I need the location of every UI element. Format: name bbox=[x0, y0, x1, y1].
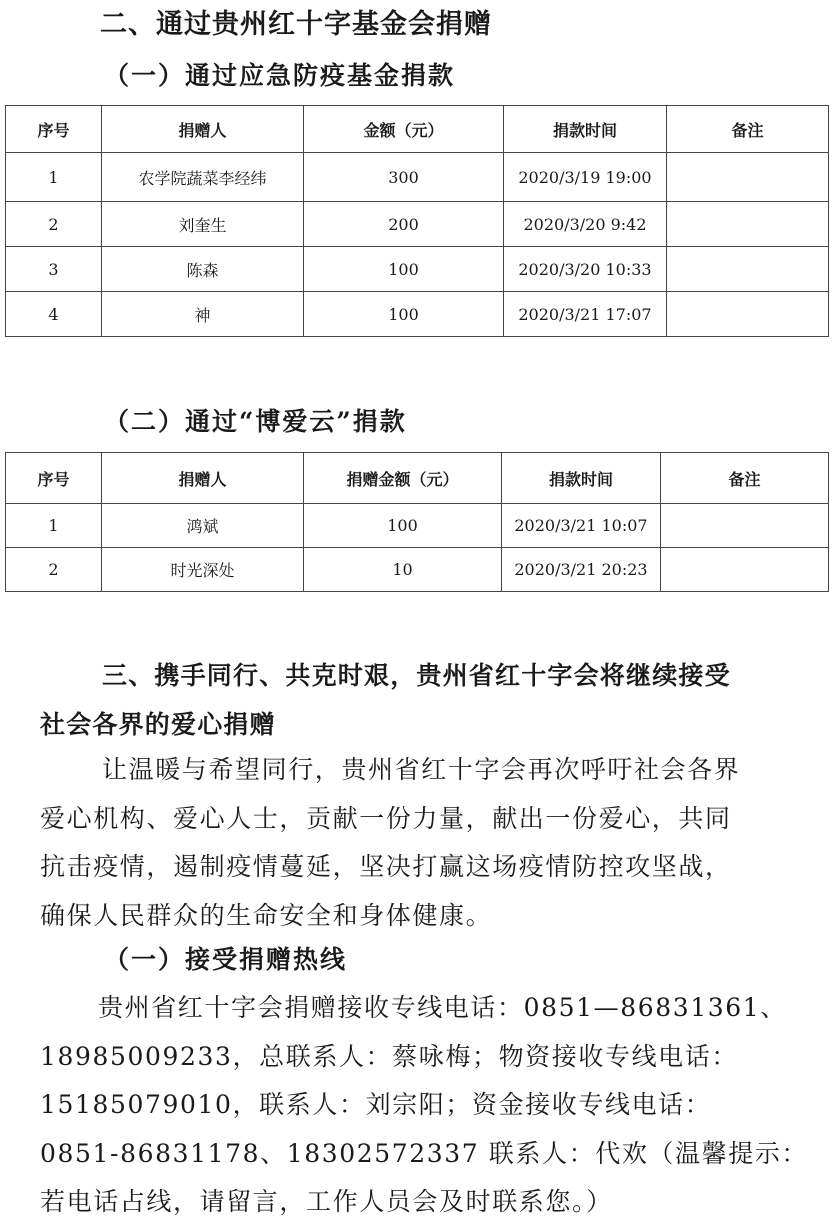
cell-serial: 1 bbox=[6, 504, 102, 548]
hotline-paragraph-line: 贵州省红十字会捐赠接收专线电话：0851—86831361、 bbox=[98, 993, 787, 1022]
cell-amount: 100 bbox=[304, 247, 504, 292]
cell-donor: 鸿斌 bbox=[102, 504, 304, 548]
hotline-paragraph-line: 0851-86831178、18302572337 联系人：代欢（温馨提示： bbox=[40, 1138, 809, 1168]
cell-donor: 刘奎生 bbox=[102, 202, 304, 247]
cell-amount: 100 bbox=[304, 292, 504, 337]
table-row bbox=[6, 292, 829, 337]
cell-serial: 2 bbox=[6, 548, 102, 592]
hotline-subsection-title: （一）接受捐赠热线 bbox=[104, 945, 348, 974]
header-donation-time: 捐款时间 bbox=[502, 453, 661, 504]
cell-donor: 农学院蔬菜李经纬 bbox=[102, 153, 304, 202]
header-serial: 序号 bbox=[6, 106, 102, 153]
header-remarks: 备注 bbox=[661, 453, 829, 504]
cell-donor: 神 bbox=[102, 292, 304, 337]
cell-donor: 时光深处 bbox=[102, 548, 304, 592]
cell-serial: 1 bbox=[6, 153, 102, 202]
emergency-fund-donation-table bbox=[5, 105, 829, 337]
appeal-paragraph-line: 让温暖与希望同行，贵州省红十字会再次呼吁社会各界 bbox=[102, 755, 741, 784]
cell-serial: 4 bbox=[6, 292, 102, 337]
cell-amount: 100 bbox=[304, 504, 502, 548]
header-donor: 捐赠人 bbox=[102, 453, 304, 504]
cell-time: 2020/3/21 10:07 bbox=[502, 504, 661, 548]
appeal-paragraph bbox=[40, 746, 795, 940]
cell-remarks bbox=[667, 153, 829, 202]
cell-time: 2020/3/20 10:33 bbox=[504, 247, 667, 292]
section-three-title-line: 社会各界的爱心捐赠 bbox=[40, 709, 276, 739]
subsection-emergency-fund-title: （一）通过应急防疫基金捐款 bbox=[104, 61, 456, 90]
cell-remarks bbox=[667, 202, 829, 247]
cell-time: 2020/3/21 20:23 bbox=[502, 548, 661, 592]
cell-time: 2020/3/20 9:42 bbox=[504, 202, 667, 247]
cell-amount: 200 bbox=[304, 202, 504, 247]
header-amount: 金额（元） bbox=[304, 106, 504, 153]
boaiyun-donation-table bbox=[5, 452, 829, 592]
table-row bbox=[6, 202, 829, 247]
cell-serial: 2 bbox=[6, 202, 102, 247]
header-donor: 捐赠人 bbox=[102, 106, 304, 153]
subsection-boaiyun-title: （二）通过“博爱云”捐款 bbox=[104, 407, 407, 436]
table-header-row bbox=[6, 106, 829, 153]
cell-time: 2020/3/21 17:07 bbox=[504, 292, 667, 337]
appeal-paragraph-line: 确保人民群众的生命安全和身体健康。 bbox=[40, 900, 493, 930]
header-serial: 序号 bbox=[6, 453, 102, 504]
cell-donor: 陈森 bbox=[102, 247, 304, 292]
section-two-title: 二、通过贵州红十字基金会捐赠 bbox=[100, 9, 492, 40]
hotline-paragraph-line: 18985009233，总联系人：蔡咏梅；物资接收专线电话： bbox=[40, 1041, 738, 1071]
table-row bbox=[6, 548, 829, 592]
appeal-paragraph-line: 抗击疫情，遏制疫情蔓延，坚决打赢这场疫情防控攻坚战， bbox=[40, 852, 732, 882]
cell-remarks bbox=[661, 548, 829, 592]
cell-amount: 10 bbox=[304, 548, 502, 592]
cell-time: 2020/3/19 19:00 bbox=[504, 153, 667, 202]
cell-remarks bbox=[661, 504, 829, 548]
table-row bbox=[6, 153, 829, 202]
section-three-title bbox=[40, 652, 795, 749]
cell-remarks bbox=[667, 292, 829, 337]
cell-amount: 300 bbox=[304, 153, 504, 202]
hotline-paragraph-line: 15185079010，联系人：刘宗阳；资金接收专线电话： bbox=[40, 1090, 712, 1120]
hotline-paragraph bbox=[40, 984, 809, 1227]
header-donation-time: 捐款时间 bbox=[504, 106, 667, 153]
header-amount: 捐赠金额（元） bbox=[304, 453, 502, 504]
header-remarks: 备注 bbox=[667, 106, 829, 153]
appeal-paragraph-line: 爱心机构、爱心人士，贡献一份力量，献出一份爱心，共同 bbox=[40, 803, 732, 833]
table-row bbox=[6, 504, 829, 548]
cell-remarks bbox=[667, 247, 829, 292]
cell-serial: 3 bbox=[6, 247, 102, 292]
table-header-row bbox=[6, 453, 829, 504]
table-row bbox=[6, 247, 829, 292]
hotline-paragraph-line: 若电话占线，请留言，工作人员会及时联系您。） bbox=[40, 1187, 613, 1217]
section-three-title-line: 三、携手同行、共克时艰，贵州省红十字会将继续接受 bbox=[102, 661, 731, 690]
